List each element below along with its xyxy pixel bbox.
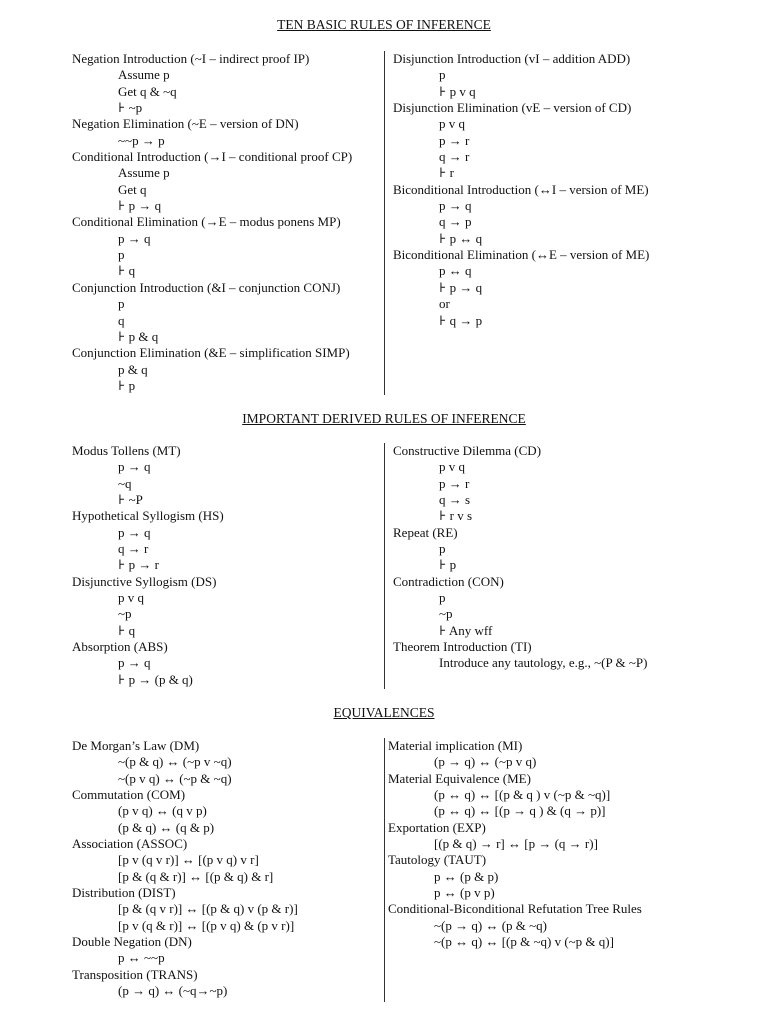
rule-name: Biconditional Introduction (↔I – version of ME) (393, 181, 649, 197)
rule-name: Material implication (MI) (388, 738, 523, 753)
rule-line: q (118, 312, 125, 328)
rule-name: Transposition (TRANS) (72, 966, 198, 982)
rule-line: ~q (118, 475, 132, 491)
rule-line: ⊦ p → q (439, 279, 483, 295)
rule-line: p (118, 247, 125, 263)
rule-line: p → q (118, 459, 151, 475)
rule-line: (p ↔ q) ↔ [(p → q ) & (q → p)] (434, 803, 606, 819)
rule-name: Distribution (DIST) (72, 885, 176, 901)
rule-line: ⊦ p & q (118, 328, 159, 344)
rule-line: p ↔ (p & p) (434, 868, 499, 884)
rule-line: Assume p (118, 165, 170, 181)
rule-name: Negation Introduction (~I – indirect proof IP) (72, 51, 310, 66)
rule-line: p v q (439, 116, 465, 132)
rule-line: ~p (439, 606, 453, 622)
rule-line: p (439, 67, 446, 83)
rule-line: p & q (118, 361, 148, 377)
rule-name: Disjunction Introduction (vI – addition ADD) (393, 51, 631, 66)
rule-line: p ↔ ~~p (118, 950, 165, 966)
heading-basic-rules: TEN BASIC RULES OF INFERENCE (277, 17, 491, 32)
rule-line: ⊦ p → r (118, 557, 159, 573)
rule-line: p (118, 296, 125, 312)
rule-line: [p & (q & r)] ↔ [(p & q) & r] (118, 868, 274, 884)
column-divider (384, 443, 385, 689)
rule-line: (p ↔ q) ↔ [(p & q ) v (~p & ~q)] (434, 787, 611, 803)
rule-line: ⊦ p → (p & q) (118, 671, 193, 687)
rule-line: ~(p ↔ q) ↔ [(p & ~q) v (~p & q)] (434, 934, 614, 950)
basic-rules-right-column (393, 51, 649, 329)
equivalences-right-column (388, 738, 642, 950)
rule-line: ⊦ p ↔ q (439, 230, 483, 246)
rule-line: ~(p & q) ↔ (~p v ~q) (118, 754, 232, 770)
rule-name: Conditional Introduction (→I – conditional proof CP) (72, 149, 353, 165)
rule-line: [p & (q v r)] ↔ [(p & q) v (p & r)] (118, 901, 298, 917)
rule-name: Disjunction Elimination (vE – version of CD) (393, 100, 632, 116)
rule-line: or (439, 296, 450, 312)
rule-name: Conditional-Biconditional Refutation Tree Rules (388, 901, 642, 917)
rule-line: ~(p → q) ↔ (p & ~q) (434, 917, 547, 933)
rule-line: ~(p v q) ↔ (~p & ~q) (118, 770, 232, 786)
rule-line: ⊦ r (439, 165, 454, 181)
rule-name: Double Negation (DN) (72, 934, 192, 950)
rule-name: Absorption (ABS) (72, 639, 168, 655)
rule-line: q → p (439, 214, 472, 230)
rule-line: ⊦ ~P (118, 492, 143, 508)
rule-line: ⊦ q → p (439, 312, 483, 328)
rule-name: Conditional Elimination (→E – modus ponens MP) (72, 214, 341, 230)
rule-line: ⊦ r v s (439, 508, 473, 524)
rule-name: Hypothetical Syllogism (HS) (72, 508, 224, 524)
rule-line: ⊦ p (118, 377, 136, 393)
derived-rules-right-column (393, 443, 647, 672)
rule-line: Get q (118, 181, 147, 197)
rule-line: p v q (118, 590, 144, 606)
rule-line: ⊦ p → q (118, 198, 162, 214)
rule-line: ~p (118, 606, 132, 622)
rule-name: Modus Tollens (MT) (72, 443, 181, 458)
rule-line: p (439, 590, 446, 606)
heading-equivalences: EQUIVALENCES (333, 705, 435, 720)
rule-line: p → r (439, 132, 470, 148)
rule-line: ⊦ q (118, 263, 136, 279)
rule-line: p → q (439, 198, 472, 214)
rule-line: p ↔ q (439, 263, 472, 279)
rule-name: Theorem Introduction (TI) (393, 639, 532, 655)
rule-line: (p v q) ↔ (q v p) (118, 803, 207, 819)
rule-line: p → q (118, 655, 151, 671)
rule-line: (p & q) ↔ (q & p) (118, 819, 215, 835)
rule-name: Repeat (RE) (393, 524, 458, 540)
basic-rules-left-column (72, 51, 352, 394)
rule-name: Exportation (EXP) (388, 819, 486, 835)
heading-derived-rules: IMPORTANT DERIVED RULES OF INFERENCE (242, 411, 526, 426)
rule-name: Material Equivalence (ME) (388, 770, 531, 786)
column-divider (384, 51, 385, 395)
rule-line: (p → q) ↔ (~p v q) (434, 754, 537, 770)
rule-name: De Morgan’s Law (DM) (72, 738, 200, 753)
rule-line: ⊦ p v q (439, 83, 476, 99)
rule-line: [p v (q & r)] ↔ [(p v q) & (p v r)] (118, 917, 295, 933)
rule-line: ⊦ q (118, 622, 136, 638)
rule-line: q → r (118, 541, 149, 557)
rule-name: Biconditional Elimination (↔E – version of ME) (393, 247, 650, 263)
rule-name: Conjunction Introduction (&I – conjunction CONJ) (72, 279, 341, 295)
rule-name: Disjunctive Syllogism (DS) (72, 573, 217, 589)
rule-line: p ↔ (p v p) (434, 885, 495, 901)
rule-name: Association (ASSOC) (72, 836, 188, 852)
rule-name: Contradiction (CON) (393, 573, 504, 589)
rule-name: Conjunction Elimination (&E – simplification SIMP) (72, 345, 350, 361)
rule-name: Constructive Dilemma (CD) (393, 443, 542, 458)
column-divider (384, 738, 385, 1002)
rule-line: [p v (q v r)] ↔ [(p v q) v r] (118, 852, 259, 868)
rule-line: q → s (439, 492, 471, 508)
rule-line: (p → q) ↔ (~q→~p) (118, 983, 228, 999)
rule-line: p → r (439, 475, 470, 491)
rule-line: Assume p (118, 67, 170, 83)
rule-line: q → r (439, 149, 470, 165)
equivalences-left-column (72, 738, 298, 1000)
rule-name: Commutation (COM) (72, 787, 186, 803)
rule-line: Introduce any tautology, e.g., ~(P & ~P) (439, 655, 648, 671)
rule-line: ⊦ p (439, 557, 457, 573)
rule-line: ~~p → p (118, 132, 165, 148)
rule-line: p → q (118, 230, 151, 246)
derived-rules-left-column (72, 443, 224, 688)
rule-line: p → q (118, 524, 151, 540)
rule-line: [(p & q) → r] ↔ [p → (q → r)] (434, 836, 598, 852)
rule-line: p (439, 541, 446, 557)
rule-line: ⊦ ~p (118, 100, 143, 116)
rule-line: Get q & ~q (118, 83, 177, 99)
rule-name: Tautology (TAUT) (388, 852, 487, 868)
rule-line: p v q (439, 459, 465, 475)
rule-line: ⊦ Any wff (439, 622, 493, 638)
rule-name: Negation Elimination (~E – version of DN) (72, 116, 299, 132)
